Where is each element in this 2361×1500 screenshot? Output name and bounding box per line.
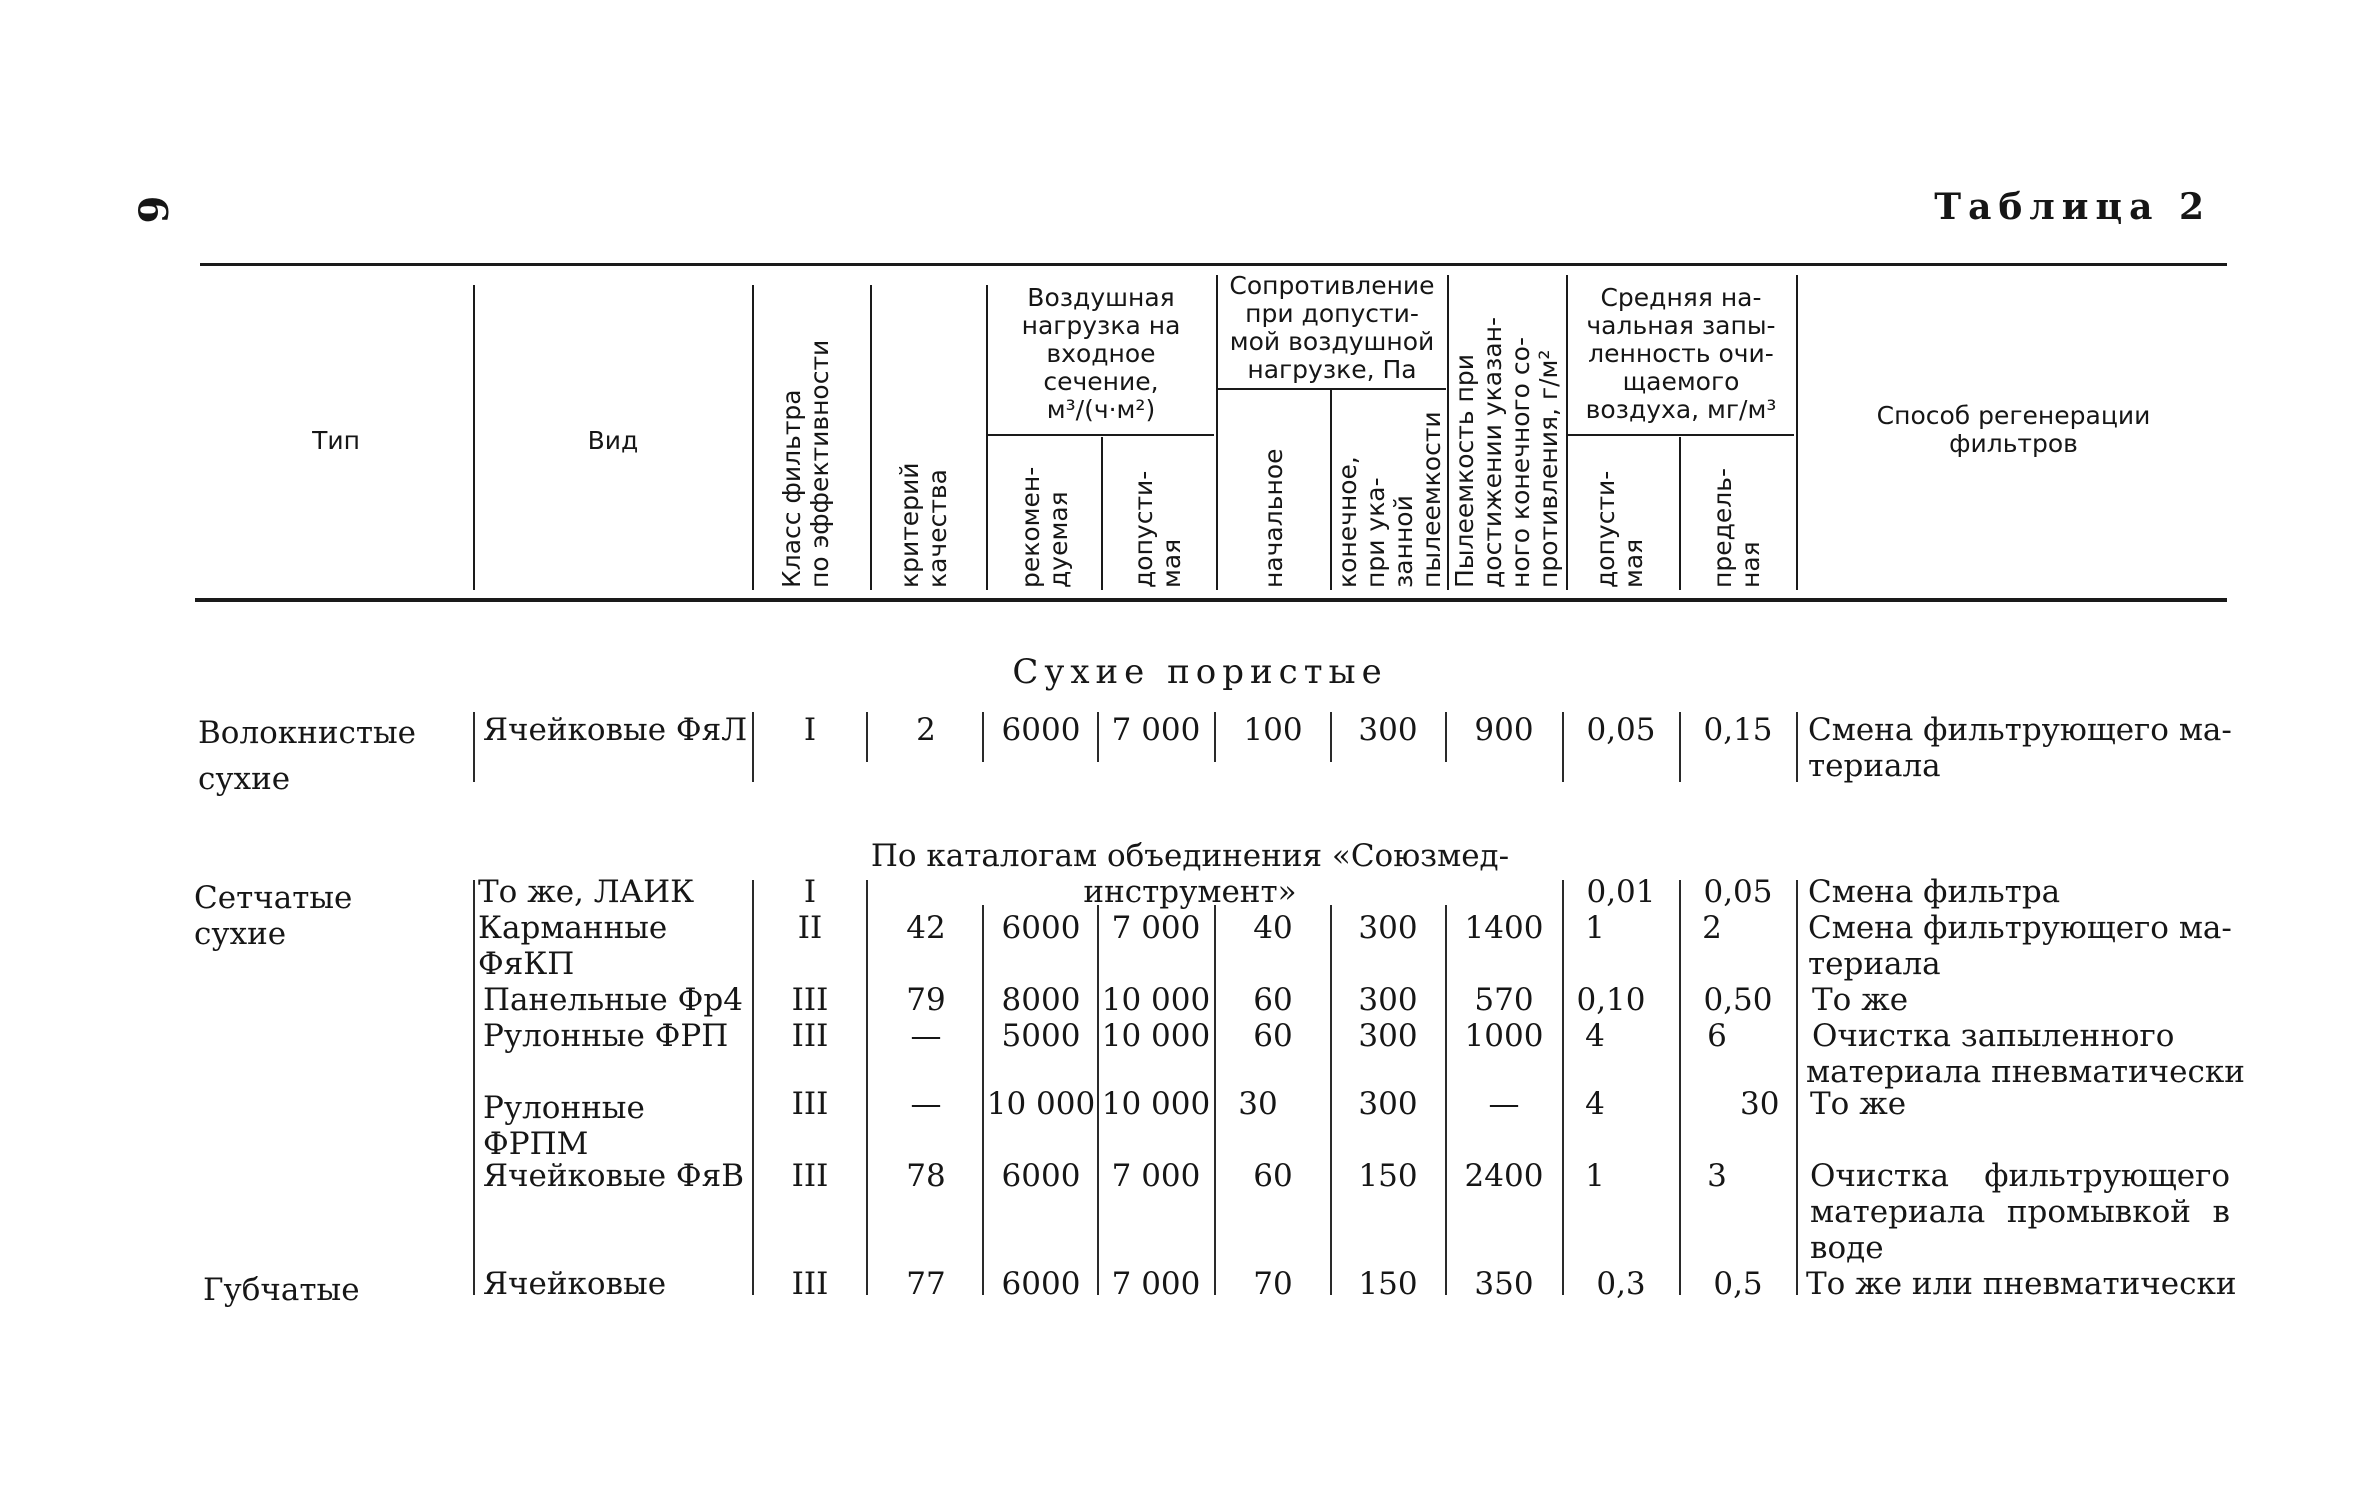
cell-dust-capacity: 900 [1474, 712, 1534, 748]
header-avg-dust: Средняя на- чальная запы- ленность очи- щаемого воздуха, мг/м³ [1585, 283, 1777, 424]
header-divider [1330, 390, 1332, 590]
header-dust-capacity: Пылеемкость при достижении указан- ного конечного со- противления, г/м² [1450, 316, 1563, 588]
body-divider [1562, 712, 1564, 782]
cell-dust-capacity: 350 [1474, 1266, 1534, 1302]
cell-kind: Карманные ФяКП [478, 910, 668, 982]
cell-quality: 42 [906, 910, 946, 946]
cell-kind: То же, ЛАИК [478, 874, 695, 910]
cell-res-final: 300 [1358, 982, 1418, 1018]
cell-regeneration: То же [1812, 982, 1909, 1018]
body-divider [1214, 905, 1216, 1295]
body-divider [866, 712, 868, 762]
header-divider [752, 285, 754, 590]
cell-air-recommended: 6000 [1001, 1266, 1081, 1302]
cell-air-allowed: 7 000 [1111, 910, 1201, 946]
table-top-rule [200, 263, 2227, 266]
air-load-underline [988, 434, 1214, 436]
cell-air-recommended: 5000 [1001, 1018, 1081, 1054]
header-resistance-final: конечное, при ука- занной пылеемкости [1333, 411, 1446, 588]
cell-kind: Панельные Фр4 [483, 982, 743, 1018]
cell-class: I [803, 874, 817, 910]
cell-regeneration: Смена фильтрующего ма- териала [1808, 910, 2232, 982]
cell-regeneration: Смена фильтрующего ма- териала [1808, 712, 2232, 784]
cell-dust-allowed: 4 [1585, 1018, 1605, 1054]
body-divider [473, 712, 475, 782]
cell-dust-allowed: 1 [1585, 1158, 1605, 1194]
body-divider [473, 880, 475, 1295]
header-regeneration: Способ регенерации фильтров [1876, 401, 2151, 458]
body-divider [1796, 712, 1798, 782]
header-type: Тип [312, 426, 360, 455]
cell-kind: Ячейковые ФяЛ [483, 712, 748, 748]
cell-regeneration: Очистка фильтрующего материала промывкой в воде [1810, 1158, 2230, 1266]
cell-res-final: 150 [1358, 1266, 1418, 1302]
cell-dust-allowed: 0,01 [1586, 874, 1656, 910]
header-bottom-rule [195, 598, 2227, 602]
body-divider [866, 880, 868, 1295]
cell-air-recommended: 10 000 [986, 1086, 1096, 1122]
page-number: 6 [128, 195, 176, 224]
cell-air-allowed: 7 000 [1111, 1266, 1201, 1302]
cell-type: Волокнистые сухие [198, 715, 417, 797]
cell-quality: 78 [906, 1158, 946, 1194]
cell-kind: Рулонные ФРПМ [483, 1090, 645, 1162]
section-catalog-note: По каталогам объединения «Союзмед- инструмент» [870, 838, 1510, 910]
cell-regeneration: То же или пневматически [1806, 1266, 2237, 1302]
cell-quality: — [910, 1018, 942, 1054]
header-quality: критерий качества [895, 462, 952, 588]
cell-class: II [797, 910, 823, 946]
cell-air-recommended: 6000 [1001, 910, 1081, 946]
cell-class: III [791, 1086, 829, 1122]
cell-res-initial: 40 [1253, 910, 1293, 946]
avg-dust-underline [1568, 434, 1794, 436]
header-divider [870, 285, 872, 590]
body-divider [1097, 712, 1099, 762]
header-air-recommended: рекомен- дуемая [1016, 466, 1073, 588]
cell-dust-limit: 0,15 [1703, 712, 1773, 748]
cell-res-initial: 60 [1253, 982, 1293, 1018]
cell-quality: 79 [906, 982, 946, 1018]
body-divider [752, 880, 754, 1295]
cell-dust-limit: 2 [1702, 910, 1722, 946]
cell-air-allowed: 10 000 [1101, 1086, 1211, 1122]
cell-regeneration: Смена фильтра [1808, 874, 2061, 910]
body-divider [1679, 880, 1681, 1295]
section-dry-porous: Сухие пористые [1012, 652, 1388, 692]
table-title: Таблица 2 [1934, 186, 2211, 228]
cell-class: I [803, 712, 817, 748]
cell-class: III [791, 1266, 829, 1302]
cell-res-final: 300 [1358, 1018, 1418, 1054]
body-divider [1097, 905, 1099, 1295]
cell-dust-limit: 3 [1707, 1158, 1727, 1194]
body-divider [1330, 905, 1332, 1295]
resistance-underline [1218, 388, 1446, 390]
cell-res-initial: 60 [1253, 1158, 1293, 1194]
header-air-load: Воздушная нагрузка на входное сечение, м³/(ч·м²) [1021, 283, 1181, 424]
cell-air-recommended: 8000 [1001, 982, 1081, 1018]
cell-type: Сетчатые сухие [194, 880, 353, 952]
cell-dust-capacity: 1400 [1464, 910, 1544, 946]
body-divider [1679, 712, 1681, 782]
cell-type: Губчатые [203, 1272, 360, 1308]
body-divider [982, 712, 984, 762]
header-resistance: Сопротивление при допусти- мой воздушной нагрузке, Па [1229, 271, 1435, 384]
header-dust-allowed: допусти- мая [1591, 470, 1648, 588]
body-divider [1214, 712, 1216, 762]
cell-regeneration: То же [1810, 1086, 1907, 1122]
cell-dust-capacity: 2400 [1464, 1158, 1544, 1194]
body-divider [1445, 712, 1447, 762]
cell-air-allowed: 7 000 [1111, 712, 1201, 748]
cell-kind: Рулонные ФРП [483, 1018, 729, 1054]
cell-dust-allowed: 0,05 [1586, 712, 1656, 748]
body-divider [752, 712, 754, 782]
cell-res-final: 150 [1358, 1158, 1418, 1194]
header-divider [1101, 437, 1103, 590]
header-dust-limit: предель- ная [1708, 468, 1765, 588]
cell-dust-limit: 6 [1707, 1018, 1727, 1054]
cell-dust-allowed: 0,3 [1596, 1266, 1646, 1302]
cell-res-final: 300 [1358, 1086, 1418, 1122]
cell-dust-allowed: 0,10 [1576, 982, 1646, 1018]
cell-res-initial: 70 [1253, 1266, 1293, 1302]
cell-air-allowed: 10 000 [1101, 1018, 1211, 1054]
body-divider [1330, 712, 1332, 762]
cell-class: III [791, 982, 829, 1018]
cell-res-final: 300 [1358, 712, 1418, 748]
cell-dust-capacity: 570 [1474, 982, 1534, 1018]
cell-dust-allowed: 1 [1585, 910, 1605, 946]
cell-dust-limit: 0,05 [1703, 874, 1773, 910]
cell-dust-limit: 0,50 [1703, 982, 1773, 1018]
cell-quality: 2 [916, 712, 936, 748]
body-divider [1445, 905, 1447, 1295]
cell-dust-limit: 30 [1740, 1086, 1780, 1122]
cell-class: III [791, 1158, 829, 1194]
cell-dust-capacity: — [1488, 1086, 1520, 1122]
cell-dust-capacity: 1000 [1464, 1018, 1544, 1054]
header-resistance-initial: начальное [1259, 448, 1288, 588]
cell-regeneration: Очистка запыленного материала пневматически [1806, 1018, 2245, 1090]
cell-quality: 77 [906, 1266, 946, 1302]
body-divider [1562, 880, 1564, 1295]
cell-res-initial: 100 [1243, 712, 1303, 748]
cell-quality: — [910, 1086, 942, 1122]
cell-dust-limit: 0,5 [1713, 1266, 1763, 1302]
cell-kind: Ячейковые [483, 1266, 667, 1302]
cell-res-final: 300 [1358, 910, 1418, 946]
cell-air-recommended: 6000 [1001, 712, 1081, 748]
body-divider [1796, 880, 1798, 1295]
header-divider [1796, 275, 1798, 590]
cell-res-initial: 60 [1253, 1018, 1293, 1054]
cell-air-allowed: 7 000 [1111, 1158, 1201, 1194]
cell-air-allowed: 10 000 [1101, 982, 1211, 1018]
cell-class: III [791, 1018, 829, 1054]
header-air-allowed: допусти- мая [1129, 470, 1186, 588]
cell-res-initial: 30 [1238, 1086, 1278, 1122]
cell-kind: Ячейковые ФяВ [483, 1158, 744, 1194]
header-divider [1679, 437, 1681, 590]
body-divider [982, 905, 984, 1295]
header-kind: Вид [587, 426, 639, 455]
cell-dust-allowed: 4 [1585, 1086, 1605, 1122]
header-filter-class: Класс фильтра по эффективности [777, 339, 834, 588]
header-divider [1447, 275, 1449, 590]
cell-air-recommended: 6000 [1001, 1158, 1081, 1194]
